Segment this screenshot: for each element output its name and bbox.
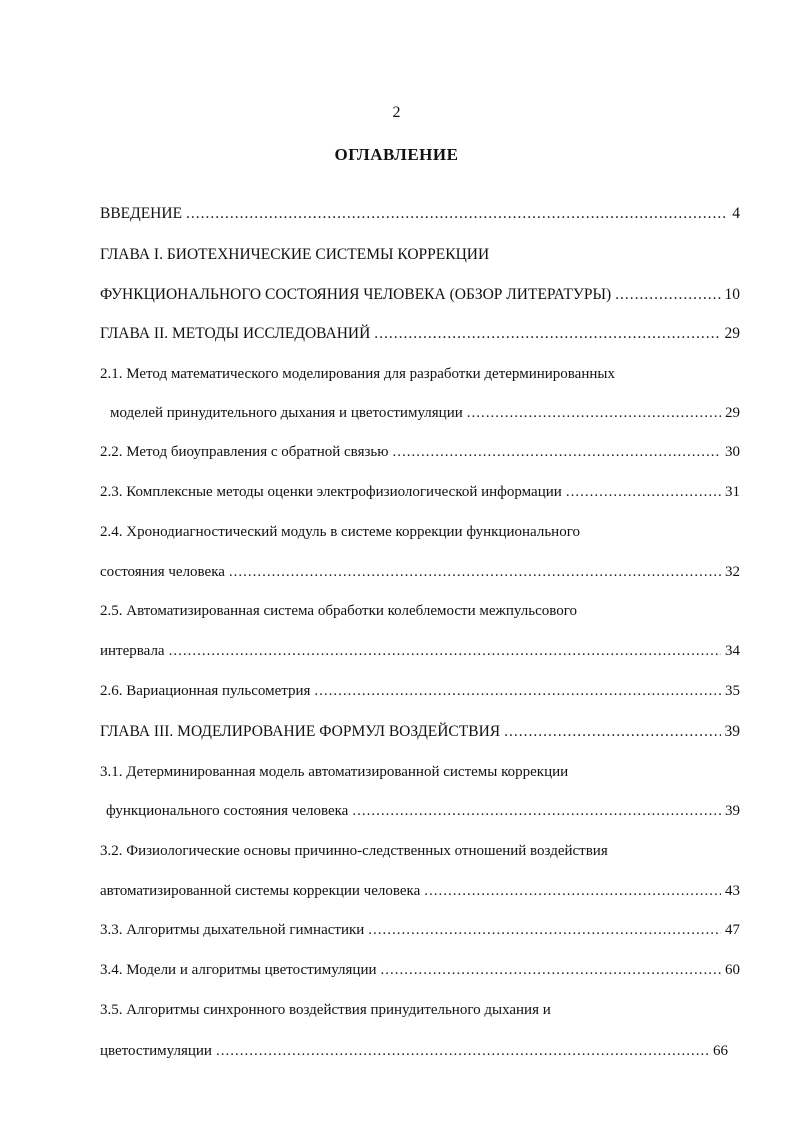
- toc-entry-page: 39: [724, 723, 740, 740]
- toc-entry-text: 2.3. Комплексные методы оценки электрофизиологической информации: [100, 484, 562, 500]
- toc-entry-page: 35: [725, 683, 740, 699]
- toc-entry-2-1: [100, 366, 740, 383]
- toc-entry-text: моделей принудительного дыхания и цветостимуляции: [110, 405, 463, 421]
- toc-entry-text: 2.6. Вариационная пульсометрия: [100, 683, 311, 699]
- dot-leader: [374, 325, 720, 343]
- toc-entry-text: 3.1. Детерминированная модель автоматизированной системы коррекции: [100, 764, 569, 780]
- toc-entry-chapter-1: [100, 246, 740, 264]
- toc-entry-3-5: [100, 1002, 740, 1019]
- toc-entry-3-5-cont: [100, 1043, 728, 1060]
- dot-leader: [566, 484, 721, 501]
- toc-entry-page: 34: [725, 643, 740, 659]
- dot-leader: [186, 205, 728, 223]
- toc-entry-text: 2.2. Метод биоуправления с обратной связью: [100, 444, 389, 460]
- toc-entry-2-2: [100, 444, 740, 461]
- toc-entry-text: ГЛАВА I. БИОТЕХНИЧЕСКИЕ СИСТЕМЫ КОРРЕКЦИИ: [100, 246, 490, 263]
- toc-entry-text: 2.5. Автоматизированная система обработки колеблемости межпульсового: [100, 603, 578, 619]
- toc-entry-page: 10: [724, 286, 740, 303]
- toc-entry-introduction: [100, 205, 740, 223]
- toc-entry-page: 4: [732, 205, 740, 222]
- toc-entry-2-1-cont: [110, 405, 740, 422]
- dot-leader: [314, 683, 721, 700]
- toc-entry-page: 29: [724, 325, 740, 342]
- toc-entry-text: ВВЕДЕНИЕ: [100, 205, 183, 222]
- toc-entry-chapter-3: [100, 723, 740, 741]
- toc-entry-2-4: [100, 524, 740, 541]
- toc-entry-2-5: [100, 603, 740, 620]
- toc-entry-3-1: [100, 764, 740, 781]
- toc-entry-text: 3.3. Алгоритмы дыхательной гимнастики: [100, 922, 365, 938]
- toc-entry-text: состояния человека: [100, 564, 225, 580]
- dot-leader: [229, 564, 721, 581]
- dot-leader: [381, 962, 721, 979]
- toc-entry-chapter-1-cont: [100, 286, 740, 304]
- toc-entry-text: ГЛАВА III. МОДЕЛИРОВАНИЕ ФОРМУЛ ВОЗДЕЙСТВИЯ: [100, 723, 501, 740]
- toc-entry-page: 39: [725, 803, 740, 819]
- toc-entry-text: функционального состояния человека: [106, 803, 349, 819]
- dot-leader: [368, 922, 721, 939]
- toc-entry-page: 60: [725, 962, 740, 978]
- toc-entry-text: цветостимуляции: [100, 1043, 212, 1059]
- toc-entry-page: 29: [725, 405, 740, 421]
- toc-entry-chapter-2: [100, 325, 740, 343]
- dot-leader: [169, 643, 721, 660]
- dot-leader: [615, 286, 720, 304]
- dot-leader: [467, 405, 721, 422]
- toc-entry-page: 30: [725, 444, 740, 460]
- toc-entry-2-6: [100, 683, 740, 700]
- toc-entry-3-3: [100, 922, 740, 939]
- dot-leader: [392, 444, 721, 461]
- toc-entry-text: 3.4. Модели и алгоритмы цветостимуляции: [100, 962, 377, 978]
- toc-entry-2-3: [100, 484, 740, 501]
- toc-entry-3-1-cont: [106, 803, 740, 820]
- dot-leader: [352, 803, 721, 820]
- toc-entry-3-2-cont: [100, 883, 740, 900]
- toc-entry-page: 47: [725, 922, 740, 938]
- toc-title: ОГЛАВЛЕНИЕ: [334, 145, 459, 164]
- toc-entry-page: 66: [713, 1043, 728, 1059]
- dot-leader: [504, 723, 720, 741]
- toc-entry-2-4-cont: [100, 564, 740, 581]
- toc-entry-3-2: [100, 843, 740, 860]
- toc-entry-page: 32: [725, 564, 740, 580]
- toc-entry-text: 2.4. Хронодиагностический модуль в системе коррекции функционального: [100, 524, 580, 540]
- toc-entry-text: 3.5. Алгоритмы синхронного воздействия принудительного дыхания и: [100, 1002, 551, 1018]
- toc-entry-3-4: [100, 962, 740, 979]
- toc-entry-text: 3.2. Физиологические основы причинно-следственных отношений воздействия: [100, 843, 608, 859]
- dot-leader: [216, 1043, 709, 1060]
- toc-entry-2-5-cont: [100, 643, 740, 660]
- toc-entry-text: интервала: [100, 643, 165, 659]
- toc-entry-text: автоматизированной системы коррекции человека: [100, 883, 421, 899]
- toc-entry-page: 43: [725, 883, 740, 899]
- page-number: 2: [392, 104, 401, 121]
- toc-entry-text: 2.1. Метод математического моделирования для разработки детерминированных: [100, 366, 615, 382]
- toc-entry-text: ГЛАВА II. МЕТОДЫ ИССЛЕДОВАНИЙ: [100, 325, 371, 342]
- dot-leader: [424, 883, 721, 900]
- toc-entry-text: ФУНКЦИОНАЛЬНОГО СОСТОЯНИЯ ЧЕЛОВЕКА (ОБЗОР ЛИТЕРАТУРЫ): [100, 286, 612, 303]
- toc-entry-page: 31: [725, 484, 740, 500]
